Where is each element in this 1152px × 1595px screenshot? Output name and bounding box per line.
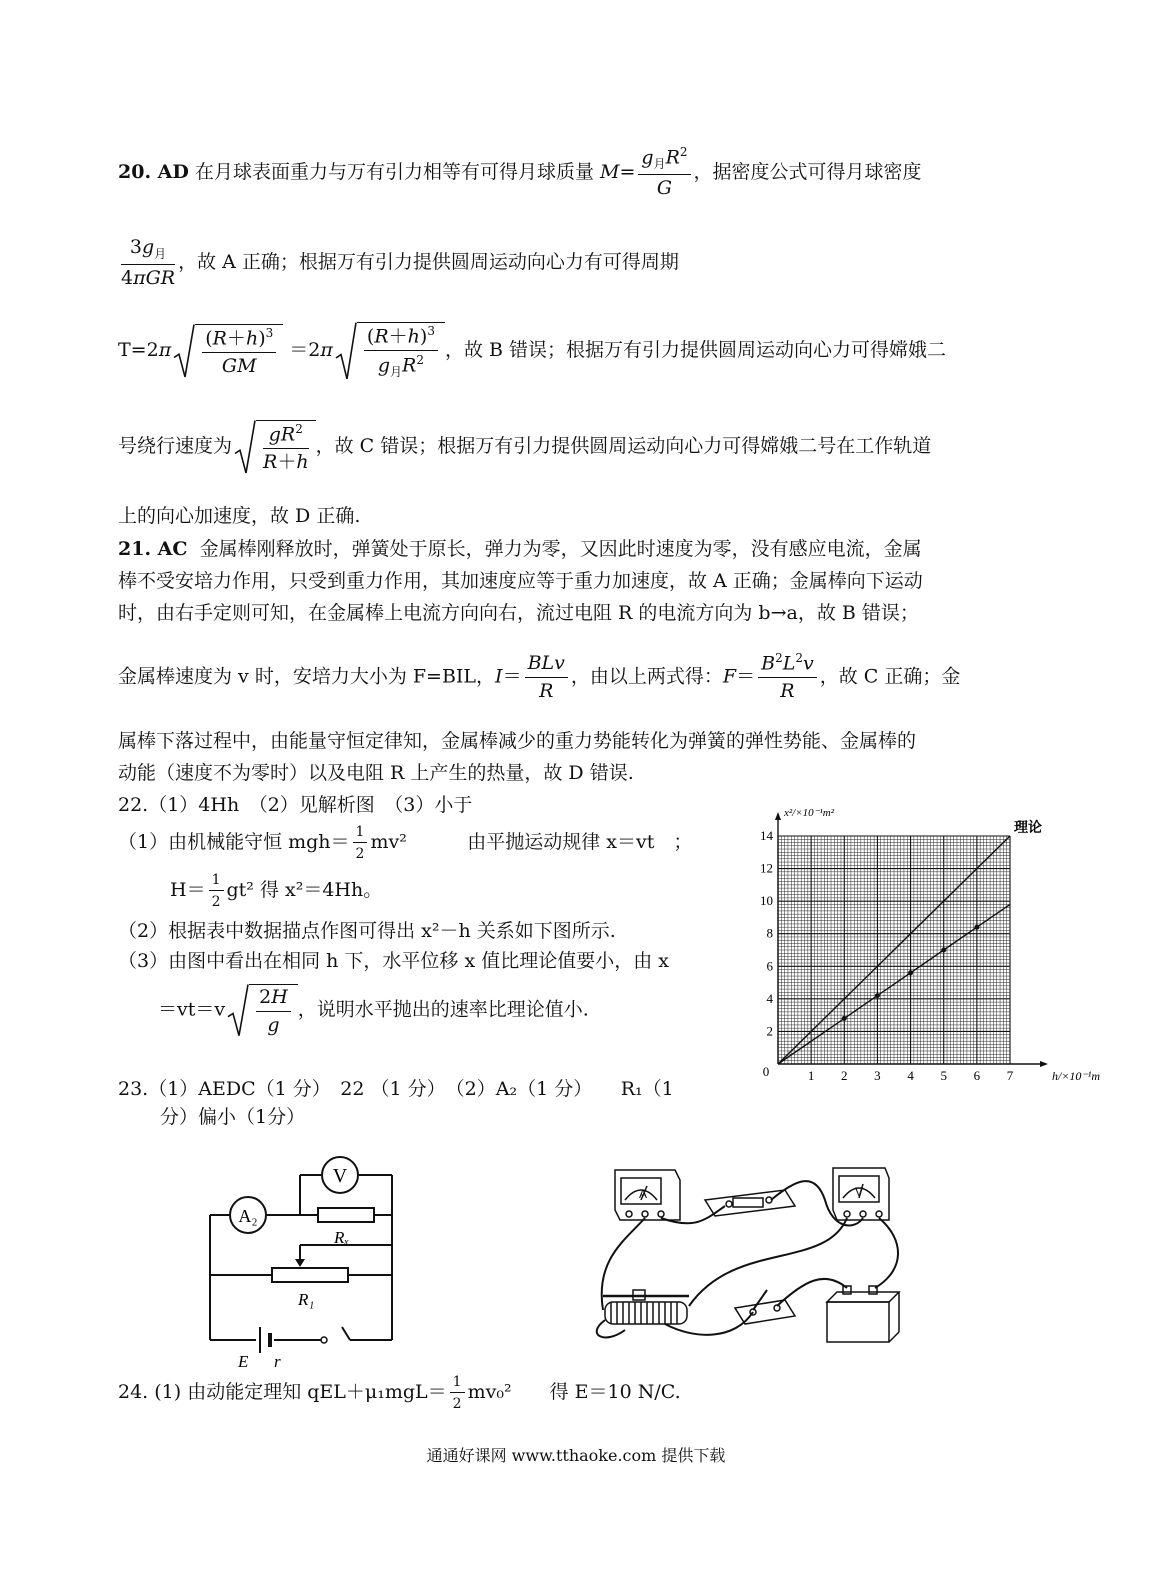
q20-line2	[118, 237, 679, 289]
data-point	[842, 1016, 847, 1021]
data-point	[875, 993, 880, 998]
rheostat-device-icon	[603, 1290, 689, 1324]
q22-p1: （1）由机械能守恒 mgh＝ $\frac{1}{2}$ mv² 由平抛运动规律 x＝vt ；	[118, 824, 693, 863]
q20-m-eq: M=	[600, 160, 636, 183]
q21-line6	[118, 764, 634, 783]
q21-text1: 金属棒刚释放时，弹簧处于原长，弹力为零，又因此时速度为零，没有感应电流，金属	[199, 538, 922, 560]
q20-line3: T=2π $\frac{(R+h)^3}{GM}$ ＝2π $\frac{(R+h)^3}{g_月R^2}$ ，故 B 错误；根据万有引力提供圆周运动向心力可得嫦娥二	[118, 324, 946, 380]
y-tick-label: 4	[766, 990, 773, 1006]
y-axis-label: x²/×10⁻¹m²	[784, 807, 835, 819]
data-point	[941, 948, 946, 953]
x-tick-label: 6	[973, 1068, 981, 1083]
ammeter-label: A₂	[238, 1206, 258, 1226]
apparatus-diagram	[585, 1160, 925, 1360]
y-tick-label: 14	[760, 828, 773, 843]
q20-text4: ，故 B 错误；根据万有引力提供圆周运动向心力可得嫦娥二	[444, 339, 946, 362]
resistor-device-icon	[705, 1190, 795, 1216]
page-footer: 通通好课网 www.tthaoke.com 提供下载	[426, 1446, 726, 1465]
q22-p1b: mv²	[370, 831, 407, 854]
q21-text4b: ，由以上两式得：	[570, 665, 723, 688]
q22-p4-text: （3）由图中看出在相同 h 下，水平位移 x 值比理论值要小，由 x	[118, 950, 669, 972]
x-tick-label: 7	[1006, 1068, 1014, 1083]
q21-line2	[118, 572, 923, 591]
data-point	[974, 925, 979, 930]
q22-p5b: ，说明水平抛出的速率比理论值小.	[297, 998, 589, 1021]
battery-device-icon	[827, 1286, 899, 1342]
y-tick-label: 8	[766, 925, 773, 941]
period-sqrt-1: $\frac{(R+h)^3}{GM}$	[173, 324, 283, 378]
q20-text6: ，故 C 错误；根据万有引力提供圆周运动向心力可得嫦娥二号在工作轨道	[315, 435, 932, 458]
q21-line1	[118, 540, 922, 559]
q22-p3-text: （2）根据表中数据描点作图可得出 x²－h 关系如下图所示.	[118, 920, 616, 942]
internal-resistance-label: r	[274, 1352, 281, 1370]
q21-label: 21. AC	[118, 538, 188, 560]
q20-line5	[118, 507, 360, 526]
q22-p1a: （1）由机械能守恒 mgh＝	[118, 831, 350, 854]
density-formula: $\frac{3g_月}{\text{4πGR}}$	[121, 236, 176, 289]
q22-header	[118, 796, 472, 815]
q20-label: 20. AD	[118, 160, 189, 183]
q22-p2b: gt² 得 x²＝4Hh。	[226, 879, 383, 902]
x-axis-label: h/×10⁻¹m	[1052, 1069, 1100, 1083]
q21-text2: 棒不受安培力作用，只受到重力作用，其加速度应等于重力加速度，故 A 正确；金属棒向下运动	[118, 570, 923, 592]
q20-line1	[118, 146, 922, 200]
switch-contact	[321, 1337, 327, 1343]
x2-h-chart	[740, 800, 1100, 1090]
mass-formula: $\frac{g_月R^2}{G}$	[638, 146, 690, 200]
q21-line4: 金属棒速度为 v 时，安培力大小为 F=BIL，I＝ $\frac{\text{BLv}}{R}$ ，由以上两式得：F＝ $\frac{B^2L^2v}{R}$ ，故 C 正确；金	[118, 651, 961, 703]
current-formula: $\frac{\text{BLv}}{R}$	[525, 653, 568, 703]
switch-device-icon	[735, 1290, 795, 1324]
q22-p3	[118, 922, 616, 941]
q21-text3: 时，由右手定则可知，在金属棒上电流方向向右，流过电阻 R 的电流方向为 b→a，故 B 错误；	[118, 602, 919, 624]
q23-text2: 分）偏小（1分）	[160, 1106, 306, 1128]
q23-line2	[160, 1108, 305, 1127]
ammeter-device-icon	[615, 1170, 680, 1220]
q21-text4c: ，故 C 正确；金	[819, 665, 961, 688]
x-tick-label: 4	[907, 1068, 914, 1083]
r1-label: R₁	[298, 1290, 315, 1309]
rx-label: Rₓ	[334, 1228, 350, 1247]
rx-resistor	[318, 1208, 374, 1222]
y-tick-label: 12	[760, 860, 773, 876]
x-tick-label: 1	[807, 1068, 815, 1083]
velocity-sqrt: $\frac{gR^2}{R+h}$	[234, 420, 316, 474]
y-tick-label: 10	[760, 893, 773, 909]
x-axis-arrow	[1040, 1061, 1048, 1067]
q22-p5	[158, 984, 589, 1037]
x-tick-label: 5	[940, 1068, 947, 1083]
q20-text7: 上的向心加速度，故 D 正确.	[118, 505, 361, 527]
q20-text1: 在月球表面重力与万有引力相等有可得月球质量	[194, 160, 594, 183]
x-tick-label: 3	[874, 1068, 881, 1083]
q20-text2: ，据密度公式可得月球密度	[693, 160, 922, 183]
data-point	[908, 970, 913, 975]
q24-line1: 24. (1) 由动能定理知 qEL＋μ₁mgL＝ $\frac{1}{2}$ mv₀² 得 E＝10 N/C.	[118, 1374, 681, 1413]
q21-text4a: 金属棒速度为 v 时，安培力大小为 F=BIL，	[118, 665, 496, 688]
force-formula: $\frac{B^2L^2v}{R}$	[758, 652, 817, 703]
speed-sqrt: $\frac{2H}{g}$	[227, 984, 298, 1037]
q22-p5a: ＝vt＝v	[158, 998, 226, 1021]
origin-label: 0	[762, 1064, 770, 1079]
y-axis-arrow	[775, 812, 781, 820]
x-tick-label: 2	[841, 1068, 848, 1083]
q24-text1b: mv₀² 得 E＝10 N/C.	[467, 1381, 681, 1404]
q22-p4	[118, 952, 669, 971]
q21-text6: 动能（速度不为零时）以及电阻 R 上产生的热量，故 D 错误.	[118, 762, 634, 784]
q24-text1a: 24. (1) 由动能定理知 qEL＋μ₁mgL＝	[118, 1381, 447, 1404]
q21-text5: 属棒下落过程中，由能量守恒定律知，金属棒减少的重力势能转化为弹簧的弹性势能、金属棒的	[118, 730, 917, 752]
svg-text:A: A	[639, 1187, 648, 1201]
y-tick-label: 2	[766, 1023, 773, 1039]
svg-text:V: V	[855, 1185, 864, 1199]
q20-text5: 号绕行速度为	[118, 435, 233, 458]
rheostat	[272, 1268, 348, 1282]
q23-text1: 23.（1）AEDC（1 分） 22 （1 分） （2）A₂（1 分） R₁（1	[118, 1078, 674, 1100]
q23-line1	[118, 1080, 674, 1099]
q22-header-text: 22.（1）4Hh （2）见解析图 （3）小于	[118, 794, 473, 816]
q20-t-eq: T=	[118, 339, 147, 362]
y-tick-label: 6	[766, 958, 773, 974]
q20-text3: ，故 A 正确；根据万有引力提供圆周运动向心力有可得周期	[178, 251, 679, 274]
voltmeter-label: V	[332, 1165, 348, 1187]
period-sqrt-2: $\frac{(R+h)^3}{g_月R^2}$	[335, 322, 445, 380]
legend-theory-label: 理论	[1014, 821, 1042, 836]
voltmeter-device-icon	[833, 1168, 889, 1220]
chart-axes	[775, 812, 1048, 1067]
q22-p2a: H＝	[170, 879, 206, 902]
emf-label: E	[238, 1352, 249, 1370]
q22-p1c: 由平抛运动规律 x＝vt ；	[467, 831, 693, 854]
circuit-diagram	[200, 1155, 410, 1370]
q21-line3	[118, 604, 919, 623]
q21-line5	[118, 732, 916, 751]
q22-p2: H＝ $\frac{1}{2}$ gt² 得 x²＝4Hh。	[170, 872, 383, 911]
q20-line4	[118, 420, 931, 474]
